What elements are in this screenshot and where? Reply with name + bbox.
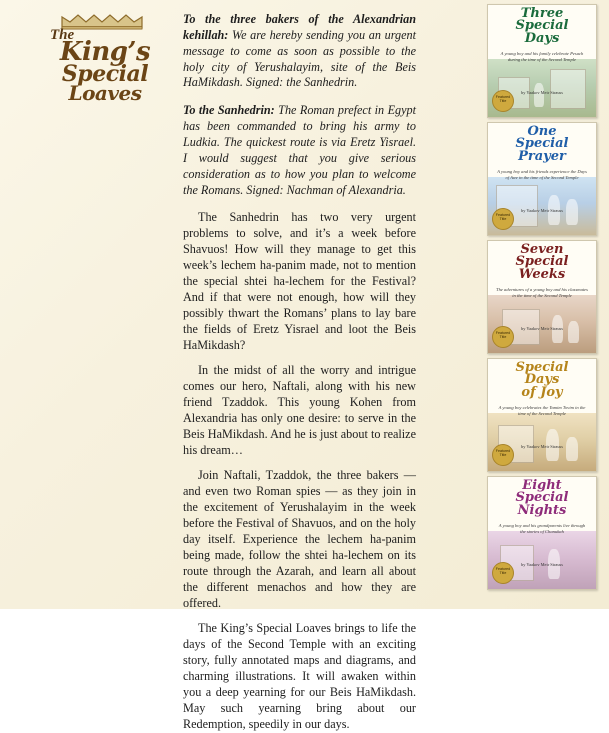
- thumbnail-title-line2: Days: [524, 372, 560, 388]
- related-title-thumbnail[interactable]: [487, 476, 597, 590]
- featured-badge: Featured Title: [492, 208, 514, 230]
- thumbnail-title-line2: Special: [515, 254, 569, 270]
- thumbnail-title: [488, 244, 596, 281]
- thumbnail-title: [488, 480, 596, 517]
- related-titles-strip: [487, 4, 603, 594]
- related-title-thumbnail[interactable]: [487, 122, 597, 236]
- thumbnail-title-line3: Prayer: [518, 148, 566, 164]
- thumbnail-title: [488, 126, 596, 163]
- letter-to-bakers-salutation: To the three bakers of the Alexandrian kehillah:: [183, 12, 416, 42]
- thumbnail-author: by Yaakov Meir Strauss: [521, 90, 563, 95]
- thumbnail-author: by Yaakov Meir Strauss: [521, 326, 563, 331]
- back-cover-copy: [183, 12, 416, 733]
- thumbnail-title-line1: Seven: [520, 242, 564, 257]
- thumbnail-title-line3: Days: [524, 30, 560, 46]
- book-title-the: The: [50, 27, 75, 43]
- book-title: [46, 28, 164, 103]
- paragraph-2: In the midst of all the worry and intrigue comes our hero, Naftali, along with his new friend Tzaddok. This young Kohen from Alexandria has only one desire: to serve in the Beis HaMikdash. And he is just about to realize his dream…: [183, 363, 416, 458]
- thumbnail-subtitle: A young boy and his family celebrate Pesach during the time of the Second Temple: [500, 51, 584, 62]
- thumbnail-subtitle: A young boy celebrates the Yamim Tovim in the time of the Second Temple: [498, 405, 586, 416]
- thumbnail-subtitle: A young boy and his friends experience the Days of Awe in the time of the Second Temple: [497, 169, 587, 180]
- thumbnail-title: [488, 362, 596, 399]
- featured-badge: Featured Title: [492, 562, 514, 584]
- thumbnail-title-line1: Three: [520, 6, 564, 21]
- thumbnail-title: [488, 8, 596, 45]
- book-title-line3: Loaves: [68, 81, 142, 105]
- thumbnail-title-line2: Special: [515, 18, 569, 34]
- thumbnail-subtitle: A young boy and his grandparents live through the stories of Chanukah: [498, 523, 586, 534]
- featured-badge: Featured Title: [492, 326, 514, 348]
- thumbnail-author: by Yaakov Meir Strauss: [521, 444, 563, 449]
- thumbnail-title-line3: of Joy: [521, 384, 563, 400]
- thumbnail-author: by Yaakov Meir Strauss: [521, 562, 563, 567]
- letter-to-bakers-body: We are hereby sending you an urgent message to come as soon as possible to the holy city of Yerushalayim, site of the Beis HaMikdash. Signed: the Sanhedrin.: [183, 27, 416, 90]
- thumbnail-title-line1: Eight: [522, 478, 562, 493]
- thumbnail-title-line1: One: [527, 124, 557, 139]
- thumbnail-title-line1: Special: [515, 360, 569, 375]
- letter-to-bakers: [183, 12, 416, 91]
- thumbnail-subtitle: The adventures of a young boy and his classmates in the time of the Second Temple: [496, 287, 588, 298]
- featured-badge: Featured Title: [492, 90, 514, 112]
- paragraph-4: The King’s Special Loaves brings to life the days of the Second Temple with an exciting story, fully annotated maps and diagrams, and charming illustrations. It will awaken within you a deep yearning for our Beis HaMikdash. May such yearning bring about our Redemption, speedily in our days.: [183, 621, 416, 731]
- related-title-thumbnail[interactable]: [487, 4, 597, 118]
- paragraph-3: Join Naftali, Tzaddok, the three bakers — and even two Roman spies — as they join in the excitement of Yerushalayim in the week before the Festival of Shavuos, and on the holy day itself. Experience the lechem ha-panim being made, follow the shtei ha-lechem on its route through the Azarah, and learn all about the different menachos and how they are offered.: [183, 468, 416, 611]
- related-title-thumbnail[interactable]: [487, 240, 597, 354]
- paragraph-1: The Sanhedrin has two very urgent problems to solve, and it’s a week before Shavuos! How will they manage to get this week’s lechem ha-panim made, not to mention the special shtei ha-lechem for the Festival? And if that were not enough, how will they possibly thwart the Romans’ plans to lay bare the fields of Eretz Yisrael and loot the Beis HaMikdash?: [183, 210, 416, 353]
- thumbnail-title-line2: Special: [515, 490, 569, 506]
- thumbnail-title-line3: Weeks: [518, 266, 566, 282]
- book-logo: [46, 14, 164, 112]
- featured-badge: Featured Title: [492, 444, 514, 466]
- book-title-line1: King’s: [59, 37, 151, 67]
- book-title-line2: Special: [61, 61, 149, 87]
- thumbnail-title-line3: Nights: [517, 502, 567, 518]
- thumbnail-author: by Yaakov Meir Strauss: [521, 208, 563, 213]
- letter-to-sanhedrin-salutation: To the Sanhedrin:: [183, 103, 275, 118]
- thumbnail-title-line2: Special: [515, 136, 569, 152]
- related-title-thumbnail[interactable]: [487, 358, 597, 472]
- letter-to-sanhedrin-body: The Roman prefect in Egypt has been commanded to bring his army to Ludkia. The quickest route is via Eretz Yisrael. I would suggest that you give serious consideration as to how you plan to welcome the Romans. Signed: Nachman of Alexandria.: [183, 103, 416, 197]
- letter-to-sanhedrin: [183, 103, 416, 198]
